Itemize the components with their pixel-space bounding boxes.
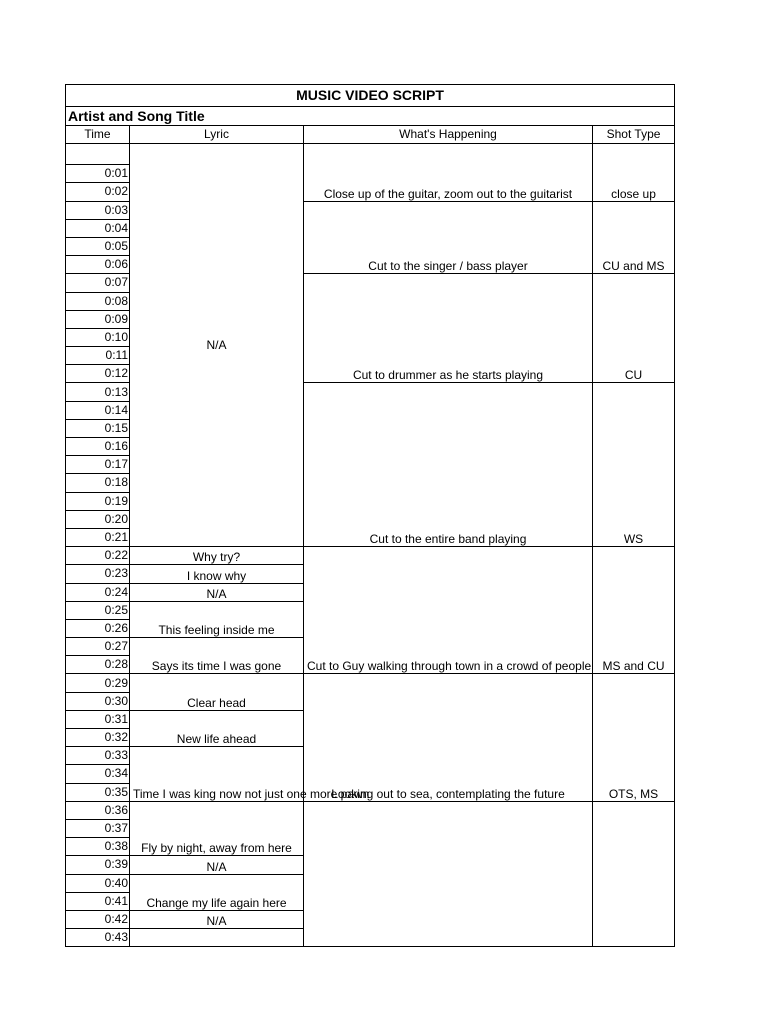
document-title: MUSIC VIDEO SCRIPT (66, 85, 675, 107)
whats-happening-cell: Cut to the singer / bass player (304, 201, 593, 274)
whats-happening-cell: Close up of the guitar, zoom out to the guitarist (304, 144, 593, 201)
time-cell: 0:17 (66, 456, 130, 474)
shot-type-cell: OTS, MS (593, 674, 675, 801)
time-cell: 0:25 (66, 601, 130, 619)
time-cell: 0:28 (66, 656, 130, 674)
whats-happening-cell (304, 801, 593, 947)
time-cell: 0:42 (66, 910, 130, 928)
time-cell: 0:06 (66, 256, 130, 274)
time-cell: 0:37 (66, 819, 130, 837)
time-cell: 0:07 (66, 274, 130, 292)
shot-type-cell: WS (593, 383, 675, 547)
column-header-lyric: Lyric (130, 126, 304, 144)
time-cell: 0:09 (66, 310, 130, 328)
time-cell: 0:23 (66, 565, 130, 583)
lyric-cell: Change my life again here (130, 874, 304, 910)
lyric-cell: Says its time I was gone (130, 638, 304, 674)
time-cell: 0:19 (66, 492, 130, 510)
time-cell: 0:43 (66, 929, 130, 947)
time-cell: 0:24 (66, 583, 130, 601)
lyric-cell: Clear head (130, 674, 304, 710)
time-cell: 0:34 (66, 765, 130, 783)
shot-type-cell: CU and MS (593, 201, 675, 274)
time-cell (66, 144, 130, 165)
shot-type-cell (593, 801, 675, 947)
time-cell: 0:27 (66, 638, 130, 656)
lyric-cell: Time I was king now not just one more pawn (130, 747, 304, 802)
time-cell: 0:22 (66, 547, 130, 565)
script-sheet (65, 84, 675, 947)
time-cell: 0:20 (66, 510, 130, 528)
whats-happening-cell: Cut to Guy walking through town in a crowd of people (304, 547, 593, 674)
time-cell: 0:16 (66, 438, 130, 456)
lyric-cell: N/A (130, 583, 304, 601)
lyric-cell: N/A (130, 910, 304, 928)
time-cell: 0:30 (66, 692, 130, 710)
lyric-cell: N/A (130, 856, 304, 874)
time-cell: 0:35 (66, 783, 130, 801)
table-row (66, 547, 675, 565)
time-cell: 0:40 (66, 874, 130, 892)
column-header-shot-type: Shot Type (593, 126, 675, 144)
artist-song-title: Artist and Song Title (66, 107, 675, 126)
shot-type-cell: close up (593, 144, 675, 201)
music-video-script-table (65, 84, 675, 947)
table-row (66, 144, 675, 165)
shot-type-cell: CU (593, 274, 675, 383)
time-cell: 0:10 (66, 328, 130, 346)
time-cell: 0:11 (66, 347, 130, 365)
lyric-cell: Fly by night, away from here (130, 801, 304, 856)
time-cell: 0:31 (66, 710, 130, 728)
time-cell: 0:32 (66, 729, 130, 747)
lyric-cell (130, 929, 304, 947)
lyric-cell: This feeling inside me (130, 601, 304, 637)
time-cell: 0:41 (66, 892, 130, 910)
time-cell: 0:39 (66, 856, 130, 874)
time-cell: 0:15 (66, 419, 130, 437)
time-cell: 0:26 (66, 619, 130, 637)
time-cell: 0:38 (66, 838, 130, 856)
time-cell: 0:04 (66, 219, 130, 237)
time-cell: 0:33 (66, 747, 130, 765)
time-cell: 0:18 (66, 474, 130, 492)
shot-type-cell: MS and CU (593, 547, 675, 674)
time-cell: 0:13 (66, 383, 130, 401)
header-row (66, 126, 675, 144)
whats-happening-cell: Cut to drummer as he starts playing (304, 274, 593, 383)
time-cell: 0:01 (66, 165, 130, 183)
time-cell: 0:29 (66, 674, 130, 692)
table-row (66, 674, 675, 692)
column-header-time: Time (66, 126, 130, 144)
lyric-cell: N/A (130, 144, 304, 547)
lyric-cell: Why try? (130, 547, 304, 565)
time-cell: 0:03 (66, 201, 130, 219)
time-cell: 0:02 (66, 183, 130, 201)
lyric-cell: New life ahead (130, 710, 304, 746)
time-cell: 0:12 (66, 365, 130, 383)
time-cell: 0:14 (66, 401, 130, 419)
time-cell: 0:08 (66, 292, 130, 310)
time-cell: 0:21 (66, 528, 130, 546)
whats-happening-cell: Looking out to sea, contemplating the future (304, 674, 593, 801)
column-header-whats-happening: What's Happening (304, 126, 593, 144)
time-cell: 0:36 (66, 801, 130, 819)
lyric-cell: I know why (130, 565, 304, 583)
time-cell: 0:05 (66, 237, 130, 255)
table-row (66, 801, 675, 819)
whats-happening-cell: Cut to the entire band playing (304, 383, 593, 547)
